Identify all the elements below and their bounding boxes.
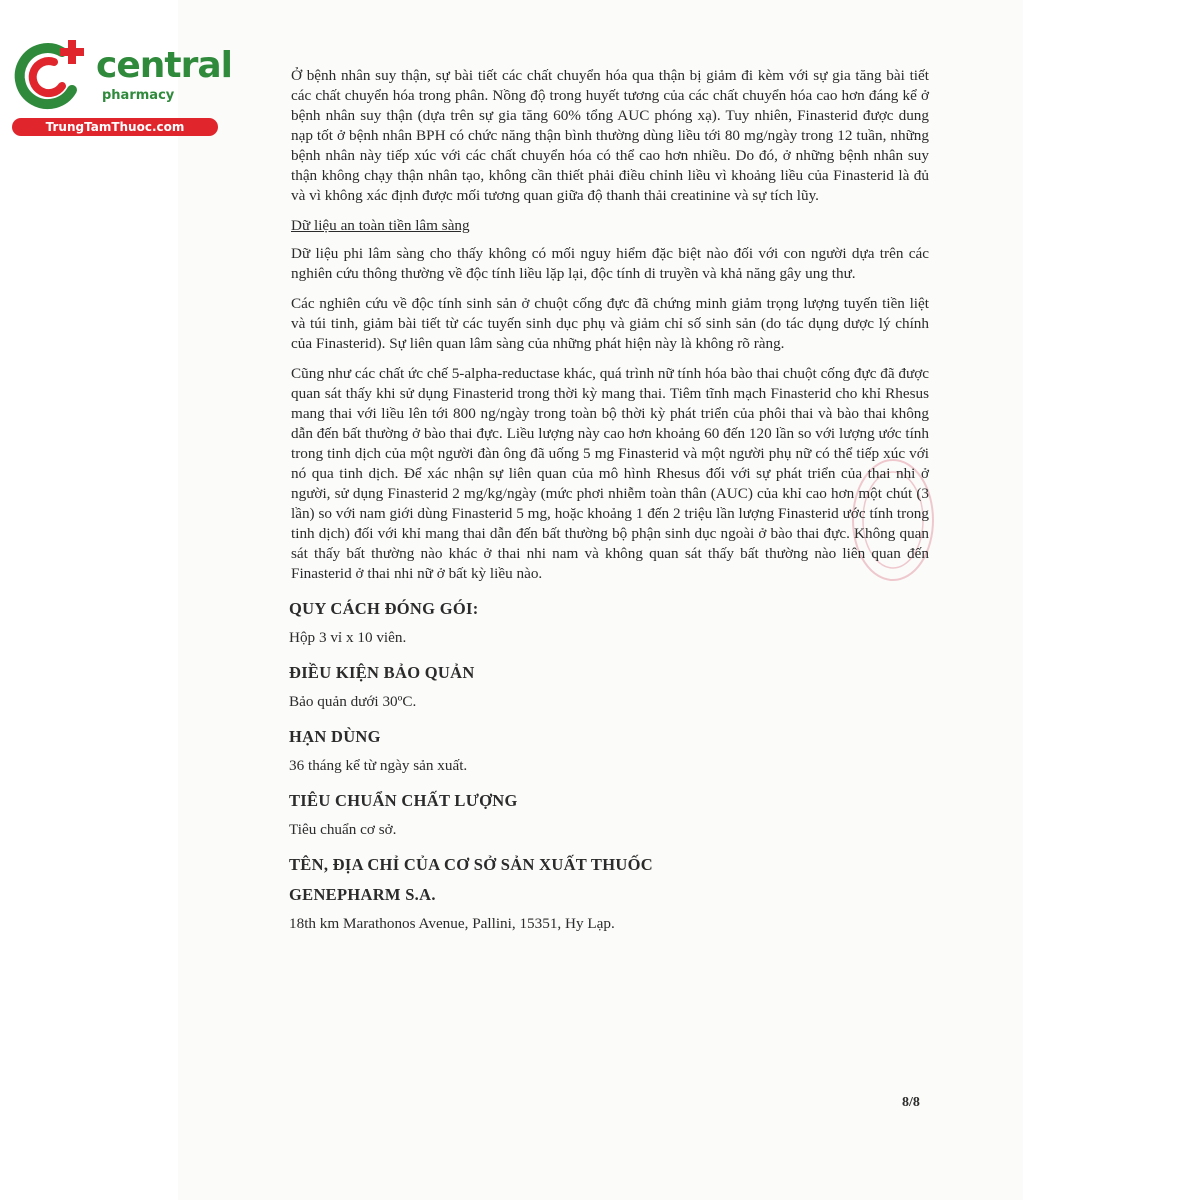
paragraph-renal-impairment: Ở bệnh nhân suy thận, sự bài tiết các chất chuyển hóa qua thận bị giảm đi kèm với sự gia tăng bài tiết các chất chuyển hóa trong phân. Nồng độ trong huyết tương của các chất chuyển hóa cao hơn đáng kể ở bệnh nhân suy thận (dựa trên sự gia tăng 60% tổng AUC phóng xạ). Tuy nhiên, Finasterid được dung nạp tốt ở bệnh nhân BPH có chức năng thận bình thường dùng liều tới 80 mg/ngày trong 12 tuần, những bệnh nhân này tiếp xúc với các chất chuyển hóa có thể cao hơn nhiều. Do đó, ở những bệnh nhân suy thận không chạy thận nhân tạo, không cần thiết phải điều chỉnh liều vì khoảng liều của Finasterid là đủ và vì không xác định được mối tương quan giữa độ thanh thải creatinine và sự tích lũy. xyxy=(291,67,929,204)
preclinical-safety-heading: Dữ liệu an toàn tiền lâm sàng xyxy=(291,217,470,234)
page-number: 8/8 xyxy=(902,1095,920,1110)
packaging-value: Hộp 3 vỉ x 10 viên. xyxy=(289,629,407,646)
expiry-heading: HẠN DÙNG xyxy=(289,727,381,746)
paragraph-reproductive-toxicity: Các nghiên cứu về độc tính sinh sản ở chuột cống đực đã chứng minh giảm trọng lượng tuyến tiền liệt và túi tinh, giảm bài tiết từ các tuyến sinh dục phụ và giảm chỉ số sinh sản (do tác dụng dược lý chính của Finasterid). Sự liên quan lâm sàng của những phát hiện này là không rõ ràng. xyxy=(291,295,929,352)
manufacturer-address: 18th km Marathonos Avenue, Pallini, 15351, Hy Lạp. xyxy=(289,915,615,932)
manufacturer-heading: TÊN, ĐỊA CHỈ CỦA CƠ SỞ SẢN XUẤT THUỐC xyxy=(289,855,653,874)
paragraph-fetal-effects: Cũng như các chất ức chế 5-alpha-reductase khác, quá trình nữ tính hóa bào thai chuột cống đực đã được quan sát thấy khi sử dụng Finasterid trong thời kỳ mang thai. Tiêm tĩnh mạch Finasterid cho khỉ Rhesus mang thai với liều lên tới 800 ng/ngày trong toàn bộ thời kỳ phát triển của phôi thai và bào thai không dẫn đến bất thường ở bào thai đực. Liều lượng này cao hơn khoảng 60 đến 120 lần so với lượng ước tính trong tinh dịch của một người đàn ông đã uống 5 mg Finasterid và một người phụ nữ có thể tiếp xúc với nó qua tinh dịch. Để xác nhận sự liên quan của mô hình Rhesus đối với sự phát triển của thai nhi ở người, sử dụng Finasterid 2 mg/kg/ngày (mức phơi nhiễm toàn thân (AUC) của khỉ cao hơn một chút (3 lần) so với nam giới dùng Finasterid 5 mg, hoặc khoảng 1 đến 2 triệu lần lượng Finasterid ước tính trong tinh dịch) đối với khỉ mang thai dẫn đến bất thường bộ phận sinh dục ngoài ở bào thai đực. Không quan sát thấy bất thường nào khác ở thai nhi nam và không quan sát thấy bất thường nào liên quan đến Finasterid ở thai nhi nữ ở bất kỳ liều nào. xyxy=(291,365,929,582)
packaging-heading: QUY CÁCH ĐÓNG GÓI: xyxy=(289,599,479,618)
logo-website[interactable]: TrungTamThuoc.com xyxy=(12,118,218,136)
expiry-value: 36 tháng kể từ ngày sản xuất. xyxy=(289,757,468,774)
quality-standard-value: Tiêu chuẩn cơ sở. xyxy=(289,821,397,838)
logo-tagline: pharmacy xyxy=(102,88,175,103)
logo-brand-text: central xyxy=(96,45,232,86)
pharmacy-cross-icon xyxy=(10,38,88,116)
document-body xyxy=(289,66,929,940)
manufacturer-name: GENEPHARM S.A. xyxy=(289,885,436,904)
central-pharmacy-logo[interactable] xyxy=(10,38,232,138)
storage-value: Bảo quản dưới 30ºC. xyxy=(289,693,417,710)
storage-heading: ĐIỀU KIỆN BẢO QUẢN xyxy=(289,663,475,682)
paragraph-nonclinical-data: Dữ liệu phi lâm sàng cho thấy không có mối nguy hiểm đặc biệt nào đối với con người dựa trên các nghiên cứu thông thường về độc tính liều lặp lại, độc tính di truyền và khả năng gây ung thư. xyxy=(291,245,929,282)
quality-standard-heading: TIÊU CHUẨN CHẤT LƯỢNG xyxy=(289,791,518,810)
